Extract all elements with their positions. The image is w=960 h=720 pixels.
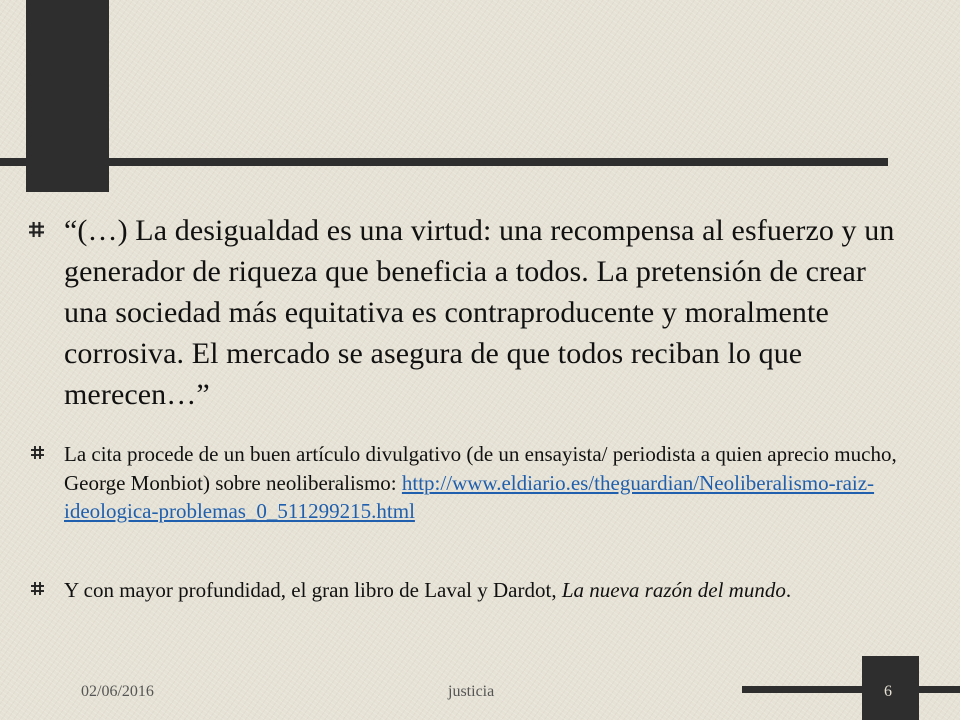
hash-bullet-icon bbox=[31, 582, 44, 595]
article-link[interactable]: http://www.eldiario.es/theguardian/Neoliberalismo-raiz-ideologica-problemas_0_511299215.html bbox=[64, 470, 875, 523]
book-text: Y con mayor profundidad, el gran libro de Laval y Dardot, bbox=[64, 578, 557, 602]
source-paragraph bbox=[64, 440, 904, 526]
footer-rule bbox=[742, 686, 960, 693]
slide-number: 6 bbox=[884, 683, 892, 700]
book-paragraph bbox=[64, 576, 914, 605]
footer-title: justicia bbox=[448, 683, 495, 700]
source-text: La cita procede de un buen artículo divulgativo (de un ensayista/ periodista a quien aprecio mucho, George Monbiot) sobre neoliberalismo: bbox=[64, 442, 897, 495]
footer-date: 02/06/2016 bbox=[81, 683, 154, 700]
hash-bullet-icon bbox=[31, 446, 44, 459]
quote-text: “(…) La desigualdad es una virtud: una recompensa al esfuerzo y un generador de riqueza que beneficia a todos. La pretensión de crear una sociedad más equitativa es contraproducente y moralmente corrosiva. El mercado se asegura de que todos reciban lo que merecen…” bbox=[64, 214, 895, 411]
book-title: La nueva razón del mundo bbox=[561, 578, 786, 602]
book-end-punct: . bbox=[785, 578, 792, 602]
decorative-horizontal-rule bbox=[0, 158, 888, 166]
hash-bullet-icon bbox=[29, 222, 44, 237]
